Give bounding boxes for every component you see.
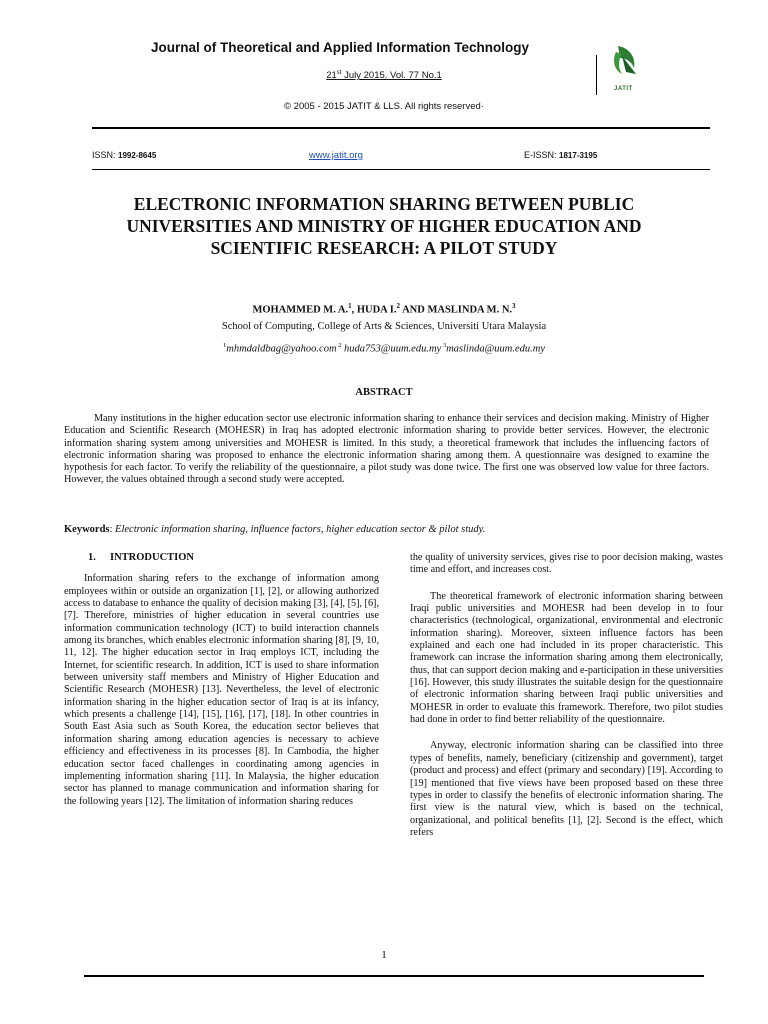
affiliation: School of Computing, College of Arts & Sciences, Universiti Utara Malaysia [221, 321, 547, 332]
journal-title: Journal of Theoretical and Applied Information Technology [150, 40, 530, 55]
footer-rule [84, 975, 704, 977]
issue-date: 21st July 2015. Vol. 77 No.1 [326, 70, 442, 82]
right-column [410, 552, 723, 839]
abstract-heading: ABSTRACT [355, 387, 413, 398]
author-emails: $^1$mhmdaldbag@yahoo.com $^2$ huda753@uum.edu.my $^3$maslinda@uum.edu.my [223, 342, 545, 355]
body-paragraph: The theoretical framework of electronic information sharing between Iraqi public universities and MOHESR had been develop in to four characteristics (technological, organizational, environmental and electronic information sharing). Moreover, sixteen influence factors has been explained and each one had included in its proper characteristic. This framework can incrase the information sharing among them electronically, thus, that can support decion making and e-participation in these universities [16]. However, this study illustrates the suitable design for the questionnaire of electronic information sharing between Iraqi public universities and MOHESR in order to evaluate this framework. Therefore, two pilot studies had done in order to find better reliability of the questionnaire. [410, 590, 723, 726]
copyright-line: © 2005 - 2015 JATIT & LLS. All rights reserved· [284, 101, 484, 112]
website-link[interactable]: www.jatit.org [309, 150, 363, 161]
paper-title: ELECTRONIC INFORMATION SHARING BETWEEN PUBLIC UNIVERSITIES AND MINISTRY OF HIGHER EDUCATION AND SCIENTIFIC RESEARCH: A PILOT STUDY [126, 194, 642, 258]
eissn: E-ISSN: 1817-3195 [524, 150, 598, 160]
body-paragraph: Anyway, electronic information sharing can be classified into three types of benefits, namely, beneficiary (citizenship and government), target (product and process) and effect (primary and secondary) [19]. According to [19] mentioned that five views have been proposed based on these three types in order to classify the benefits of electronic information sharing. The first view is the natural view, which is based on the technical, organizational, and political benefits [1], [2]. Second is the effect, which refers [410, 740, 723, 838]
issn: ISSN: 1992-8645 [92, 150, 157, 160]
keywords: Keywords: Electronic information sharing, influence factors, higher education sector & pilot study. [64, 524, 486, 535]
logo-wordmark: JATIT [614, 86, 633, 92]
body-paragraph: Information sharing refers to the exchange of information among employees within or outside an organization [1], [2], or allowing authorized access to database to enhance the quality of decision making [3], [4], [5], [6], [7]. Therefore, ministries of higher education in several countries use information communication technology (ICT) to build interaction channels among its branches, which enables electronic information sharing [8], [9, 10, 11, 12]. The higher education sector in Iraq employs ICT, including the Internet, for scientific research. In addition, ICT is used to share information between university staff members and Ministry of Higher Education and Scientific Research (MOHESR) [13]. Nevertheless, the level of electronic information sharing in the higher education sector of Iraq is at its infancy, which presents a challenge [14], [15], [16], [17], [18]. In other countries in South East Asia such as South Korea, the education sector believes that information sharing among education agencies is necessary to achieve efficiency and effectiveness in its processes [8]. In Cambodia, the higher education sector faced challenges in coordinating among agencies in implementing information sharing [11]. In Malaysia, the higher education sector has planned to manage communication and information sharing for the following years [12]. The limitation of information sharing reduces [64, 573, 379, 807]
section-heading: 1. INTRODUCTION [88, 552, 195, 563]
issue-line [0, 70, 768, 81]
page-number: 1 [381, 949, 387, 961]
body-paragraph: the quality of university services, gives rise to poor decision making, wastes time and effort, and increases cost. [410, 552, 723, 576]
issn-rule [92, 169, 710, 170]
left-column [64, 552, 379, 808]
header-rule [92, 127, 710, 129]
abstract-text: Many institutions in the higher education sector use electronic information sharing to enhance their services and decision making. Ministry of Higher Education and Scientific Research (MOHESR) in Iraq has adopted electronic information sharing to provide better services. However, the electronic information sharing system among universities and MOHESR is limited. In this study, a theoretical framework that includes the influencing factors of electronic information sharing was proposed to enhance the electronic information sharing among them. A questionnaire was designed to examine the hypothesis for each factor. To verify the reliability of the questionnaire, a pilot study was done twice. The first one was observed low value for three factors. However, the values obtained through a second study were accepted. [64, 413, 709, 486]
author-line: MOHAMMED M. A.$^1$, HUDA I.$^2$ AND MASLINDA M. N.$^3$ [252, 302, 516, 316]
